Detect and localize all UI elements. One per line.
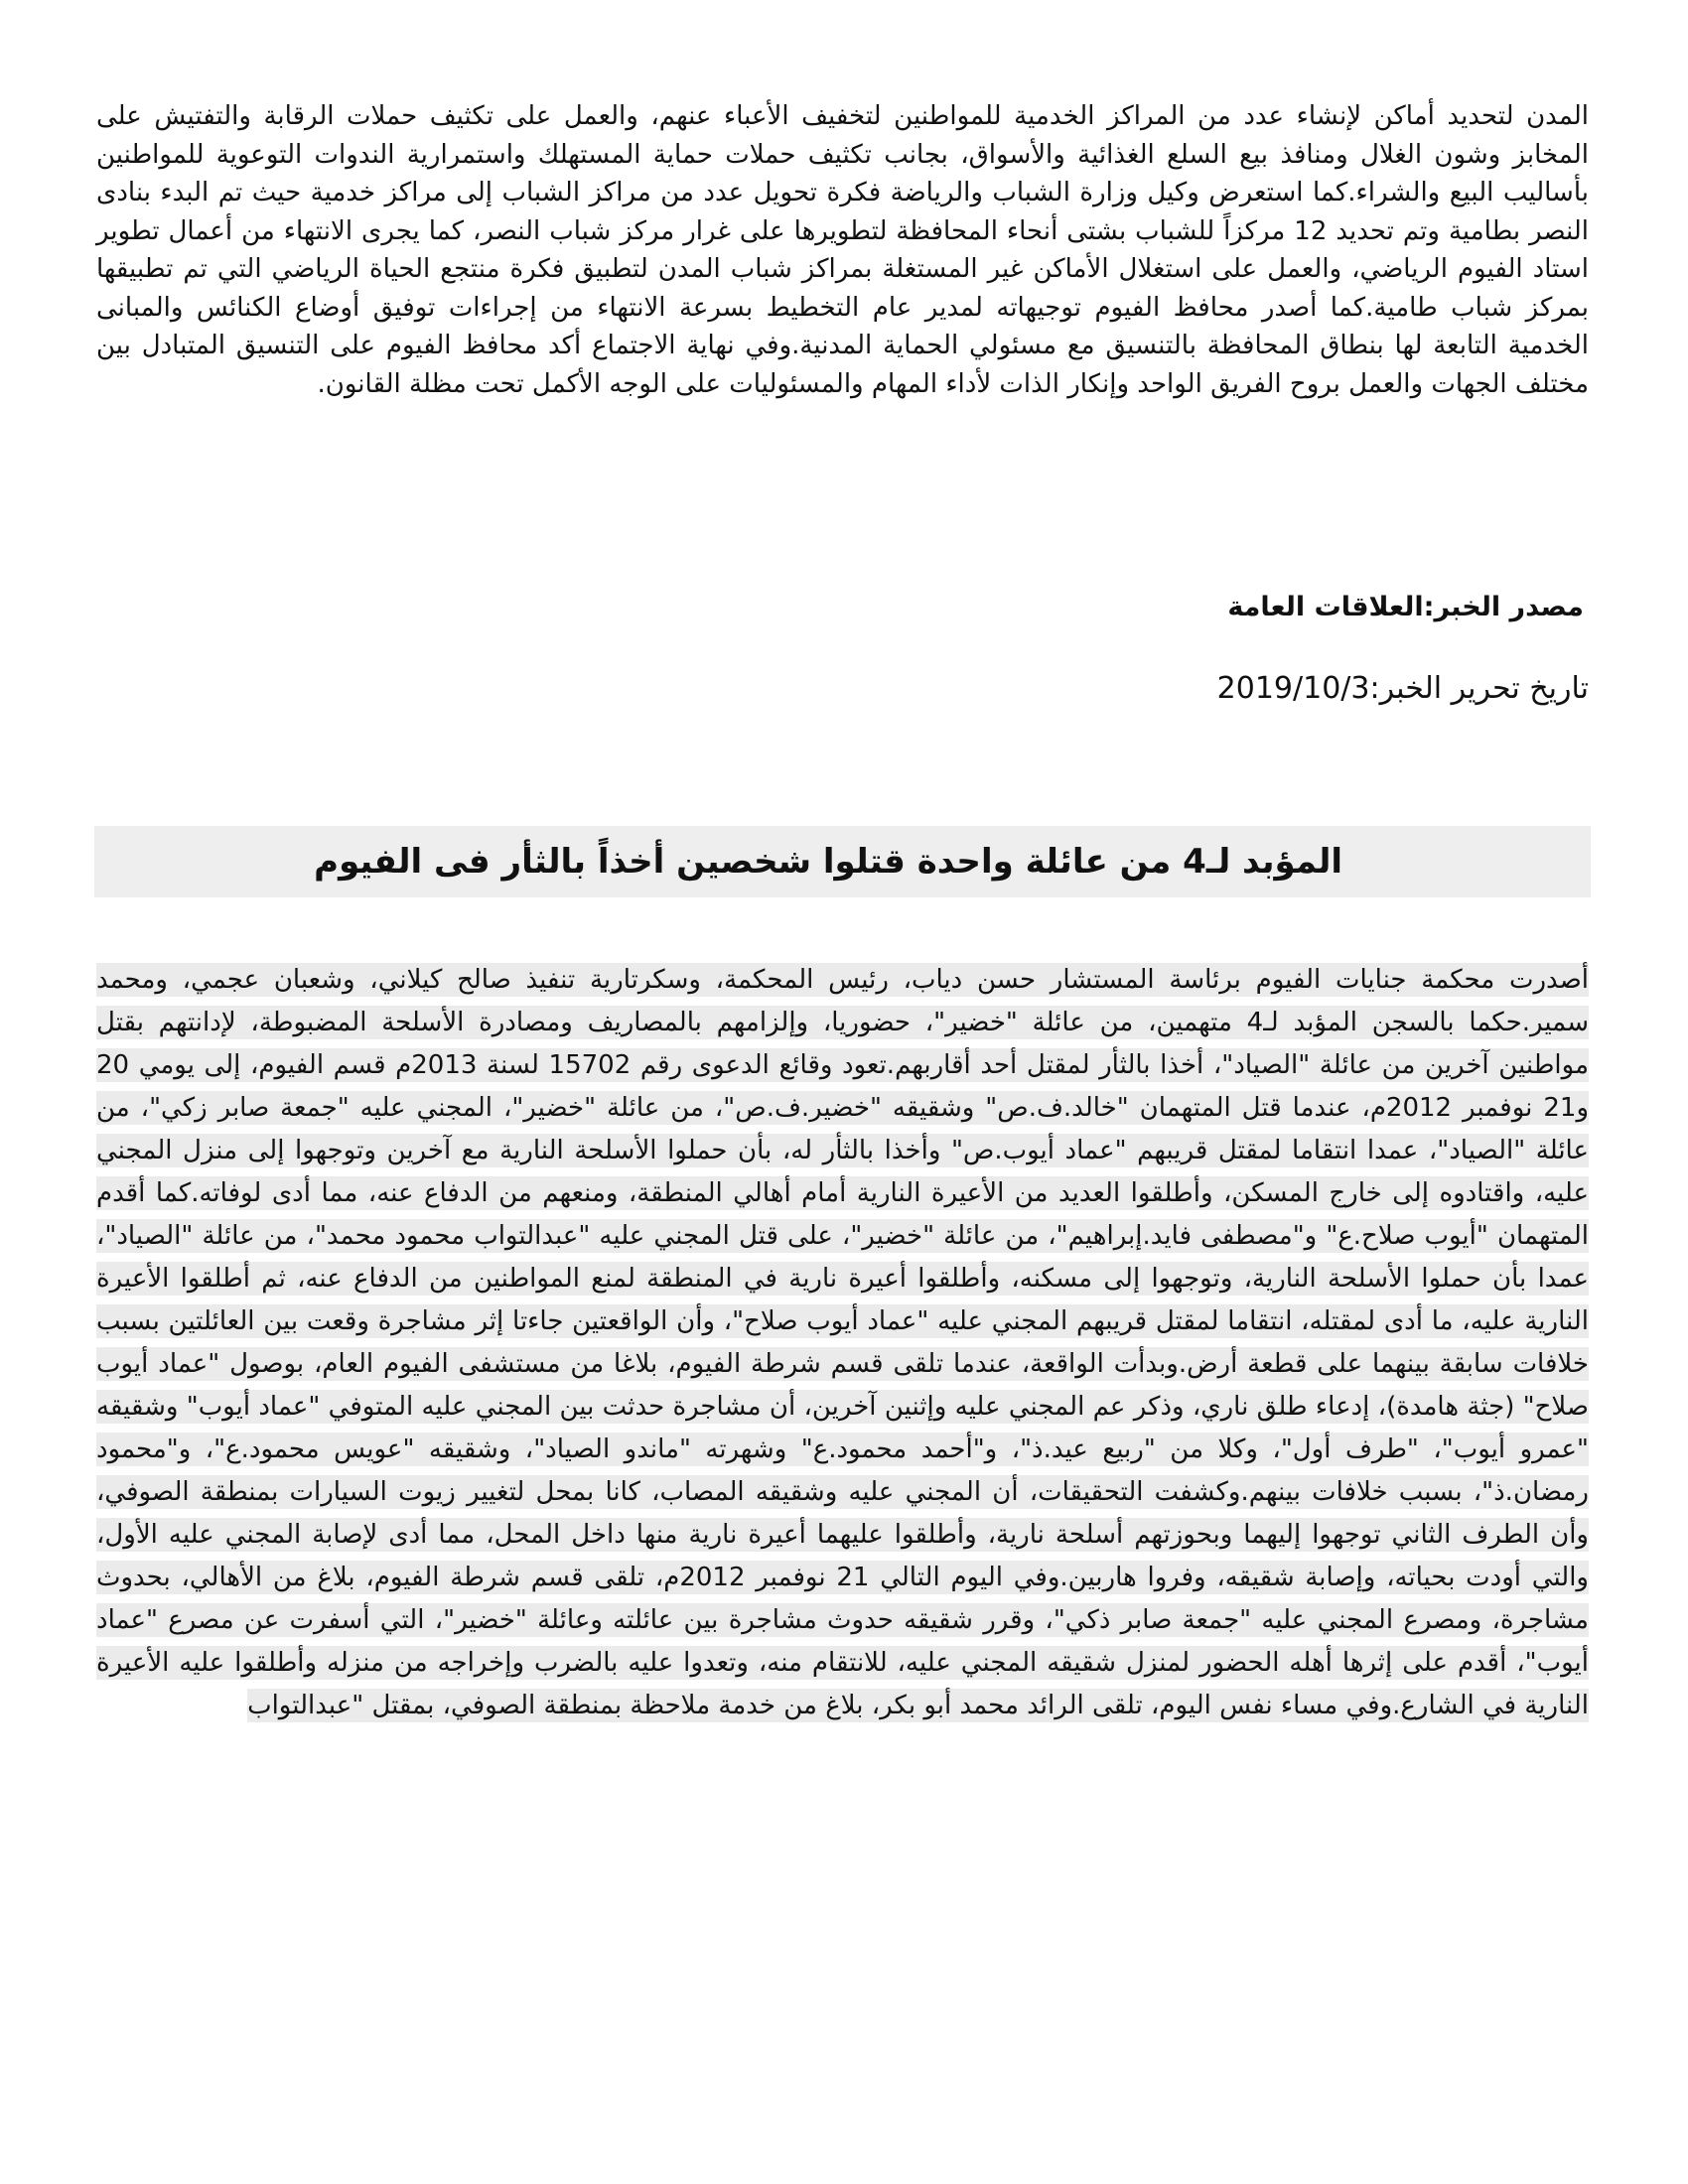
news-source-line: مصدر الخبر:العلاقات العامة	[1227, 592, 1584, 622]
news-body-text: المدن لتحديد أماكن لإنشاء عدد من المراكز الخدمية للمواطنين لتخفيف الأعباء عنهم، والعمل على تكثيف حملات الرقابة والتفتيش على المخابز وشون الغلال ومنافذ بيع السلع الغذائية والأسواق، بجانب تكثيف حملات حماية المستهلك واستمرارية الندوات التوعوية للمواطنين بأساليب البيع والشراء.كما استعرض وكيل وزارة الشباب والرياضة فكرة تحويل عدد من مراكز الشباب إلى مراكز خدمية حيث تم البدء بنادى النصر بطامية وتم تحديد 12 مركزاً للشباب بشتى أنحاء المحافظة لتطويرها على غرار مركز شباب النصر، كما يجرى الانتهاء من أعمال تطوير استاد الفيوم الرياضي، والعمل على استغلال الأماكن غير المستغلة بمراكز شباب المدن لتطبيق فكرة منتجع الحياة الرياضي التي تم تطبيقها بمركز شباب طامية.كما أصدر محافظ الفيوم توجيهاته لمدير عام التخطيط بسرعة الانتهاء من إجراءات توفيق أوضاع الكنائس والمبانى الخدمية التابعة لها بنطاق المحافظة بالتنسيق مع مسئولي الحماية المدنية.وفي نهاية الاجتماع أكد محافظ الفيوم على التنسيق المتبادل بين مختلف الجهات والعمل بروح الفريق الواحد وإنكار الذات لأداء المهام والمسئوليات على الوجه الأكمل تحت مظلة القانون.	[96, 101, 1589, 399]
news-date-line: تاريخ تحرير الخبر:2019/10/3	[1216, 671, 1589, 706]
article-title: المؤبد لـ4 من عائلة واحدة قتلوا شخصين أخذاً بالثأر فى الفيوم	[314, 842, 1342, 882]
article-title-bar	[94, 826, 1591, 897]
article-body-paragraph	[96, 959, 1589, 1727]
news-body-paragraph	[96, 97, 1589, 403]
article-body-text: أصدرت محكمة جنايات الفيوم برئاسة المستشار حسن دياب، رئيس المحكمة، وسكرتارية تنفيذ صالح كيلاني، وشعبان عجمي، ومحمد سمير.حكما بالسجن المؤبد لـ4 متهمين، من عائلة "خضير"، حضوريا، وإلزامهم بالمصاريف ومصادرة الأسلحة المضبوطة، لإدانتهم بقتل مواطنين آخرين من عائلة "الصياد"، أخذا بالثأر لمقتل أحد أقاربهم.تعود وقائع الدعوى رقم 15702 لسنة 2013م قسم الفيوم، إلى يومي 20 و21 نوفمبر 2012م، عندما قتل المتهمان "خالد.ف.ص" وشقيقه "خضير.ف.ص"، من عائلة "خضير"، المجني عليه "جمعة صابر زكي"، من عائلة "الصياد"، عمدا انتقاما لمقتل قريبهم "عماد أيوب.ص" وأخذا بالثأر له، بأن حملوا الأسلحة النارية مع آخرين وتوجهوا إلى منزل المجني عليه، واقتادوه إلى خارج المسكن، وأطلقوا العديد من الأعيرة النارية أمام أهالي المنطقة، ومنعهم من الدفاع عنه، مما أدى لوفاته.كما أقدم المتهمان "أيوب صلاح.ع" و"مصطفى فايد.إبراهيم"، من عائلة "خضير"، على قتل المجني عليه "عبدالتواب محمود محمد"، من عائلة "الصياد"، عمدا بأن حملوا الأسلحة النارية، وتوجهوا إلى مسكنه، وأطلقوا أعيرة نارية في المنطقة لمنع المواطنين من الدفاع عنه، ثم أطلقوا الأعيرة النارية عليه، ما أدى لمقتله، انتقاما لمقتل قريبهم المجني عليه "عماد أيوب صلاح"، وأن الواقعتين جاءتا إثر مشاجرة وقعت بين العائلتين بسبب خلافات سابقة بينهما على قطعة أرض.وبدأت الواقعة، عندما تلقى قسم شرطة الفيوم، بلاغا من مستشفى الفيوم العام، بوصول "عماد أيوب صلاح" (جثة هامدة)، إدعاء طلق ناري، وذكر عم المجني عليه وإثنين آخرين، أن مشاجرة حدثت بين المجني عليه المتوفي "عماد أيوب" وشقيقه "عمرو أيوب"، "طرف أول"، وكلا من "ربيع عيد.ذ"، و"أحمد محمود.ع" وشهرته "ماندو الصياد"، وشقيقه "عويس محمود.ع"، و"محمود رمضان.ذ"، بسبب خلافات بينهم.وكشفت التحقيقات، أن المجني عليه وشقيقه المصاب، كانا بمحل لتغيير زيوت السيارات بمنطقة الصوفي، وأن الطرف الثاني توجهوا إليهما وبحوزتهم أسلحة نارية، وأطلقوا عليهما أعيرة نارية منها داخل المحل، مما أدى لإصابة المجني عليه الأول، والتي أودت بحياته، وإصابة شقيقه، وفروا هاربين.وفي اليوم التالي 21 نوفمبر 2012م، تلقى قسم شرطة الفيوم، بلاغ من الأهالي، بحدوث مشاجرة، ومصرع المجني عليه "جمعة صابر ذكي"، وقرر شقيقه حدوث مشاجرة بين عائلته وعائلة "خضير"، التي أسفرت عن مصرع "عماد أيوب"، أقدم على إثرها أهله الحضور لمنزل شقيقه المجني عليه، للانتقام منه، وتعدوا عليه بالضرب وإخراجه من منزله وأطلقوا عليه الأعيرة النارية في الشارع.وفي مساء نفس اليوم، تلقى الرائد محمد أبو بكر، بلاغ من خدمة ملاحظة بمنطقة الصوفي، بمقتل "عبدالتواب	[96, 965, 1589, 1720]
